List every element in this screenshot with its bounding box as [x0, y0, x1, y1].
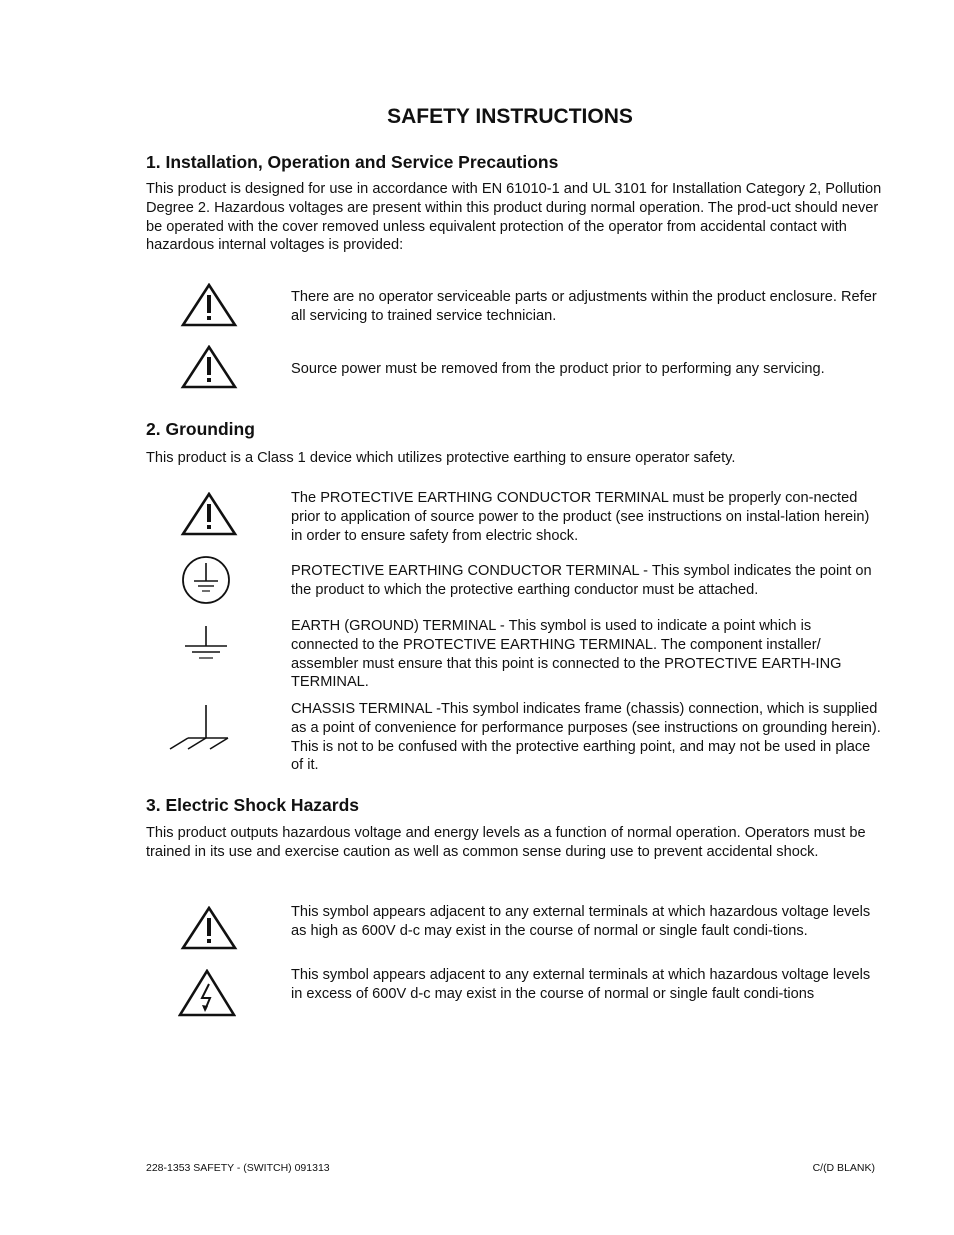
item-text: CHASSIS TERMINAL -This symbol indicates frame (chassis) connection, which is supplied as a point of convenience for performance purposes (see instructions on grounding herein). This is not to be confused with the protective earthing point, and may not be used in place of it. [291, 701, 881, 774]
warning-icon [180, 906, 238, 950]
protective-earth-icon [180, 555, 234, 607]
item-text: The PROTECTIVE EARTHING CONDUCTOR TERMINAL must be properly con-nected prior to application of source power to the product (see instructions on instal-lation herein) in order to ensure safety from electric shock. [291, 490, 870, 544]
warning-icon [180, 283, 238, 327]
item-text: This symbol appears adjacent to any external terminals at which hazardous voltage levels as high as 600V d-c may exist in the course of normal or single fault condi-tions. [291, 904, 871, 939]
section-intro-grounding: This product is a Class 1 device which utilizes protective earthing to ensure operator safety. [146, 450, 736, 466]
item-text: EARTH (GROUND) TERMINAL - This symbol is used to indicate a point which is connected to the PROTECTIVE EARTHING TERMINAL. The component installer/ assembler must ensure that this point is connected to the PROTECTIVE EARTH-ING TERMINAL. [291, 618, 842, 691]
item-text: This symbol appears adjacent to any external terminals at which hazardous voltage levels in excess of 600V d-c may exist in the course of normal or single fault condi-tions [291, 967, 871, 1002]
footer-document-id: 228-1353 SAFETY - (SWITCH) 091313 [146, 1162, 330, 1174]
warning-icon [180, 492, 238, 536]
chassis-ground-icon [166, 704, 232, 752]
item-text: Source power must be removed from the product prior to performing any servicing. [291, 361, 825, 377]
section-intro-installation: This product is designed for use in accordance with EN 61010-1 and UL 3101 for Installation Category 2, Pollution Degree 2. Hazardous voltages are present within this product during normal operation. The prod-uct should never be operated with the cover removed unless equivalent protection of the operator from accidental contact with hazardous internal voltages is provided: [146, 181, 882, 254]
item-text: PROTECTIVE EARTHING CONDUCTOR TERMINAL - This symbol indicates the point on the product to which the protective earthing conductor must be attached. [291, 563, 872, 598]
section-heading-electric-shock: 3. Electric Shock Hazards [146, 795, 360, 815]
section-intro-electric-shock: This product outputs hazardous voltage and energy levels as a function of normal operation. Operators must be trained in its use and exercise caution as well as common sense during use to prevent accidental shock. [146, 825, 866, 860]
high-voltage-icon [178, 969, 236, 1017]
warning-icon [180, 345, 238, 389]
section-heading-grounding: 2. Grounding [146, 419, 255, 439]
page-title: SAFETY INSTRUCTIONS [387, 105, 633, 128]
earth-ground-icon [180, 624, 234, 664]
item-text: There are no operator serviceable parts or adjustments within the product enclosure. Refer all servicing to trained service technician. [291, 289, 877, 324]
footer-page-label: C/(D BLANK) [812, 1162, 875, 1174]
section-heading-installation: 1. Installation, Operation and Service Precautions [146, 152, 559, 172]
